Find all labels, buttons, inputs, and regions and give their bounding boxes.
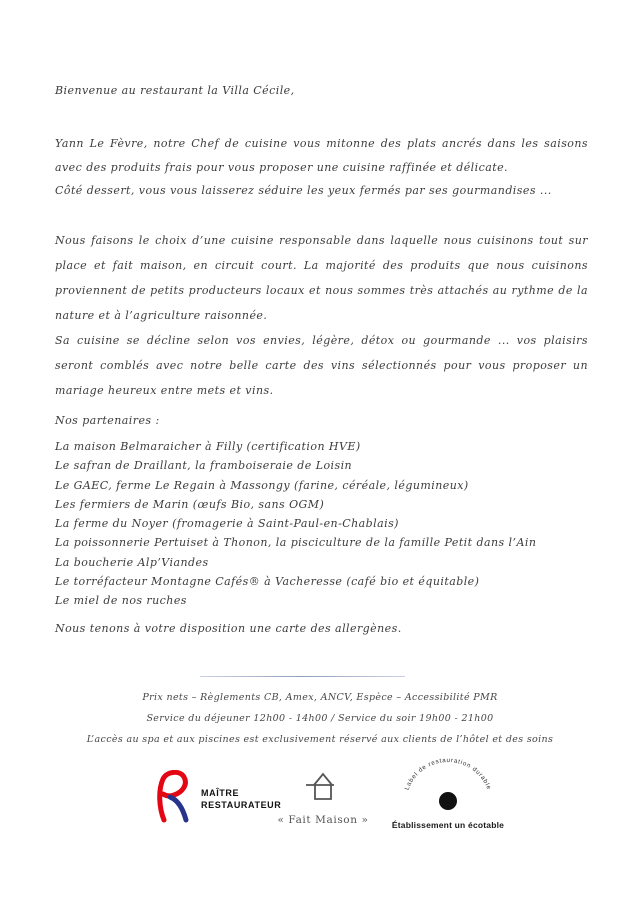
restaurateur-line: RESTAURATEUR	[201, 800, 282, 810]
partner-item: Le safran de Draillant, la framboiseraie de Loisin	[55, 459, 353, 473]
partner-item: Les fermiers de Marin (œufs Bio, sans OGM)	[55, 497, 325, 511]
partner-item: Le torréfacteur Montagne Cafés® à Vacheresse (café bio et équitable)	[55, 575, 480, 589]
greeting-text: Bienvenue au restaurant la Villa Cécile,	[55, 84, 295, 97]
footer-hours-line: Service du déjeuner 12h00 - 14h00 / Service du soir 19h00 - 21h00	[146, 713, 494, 724]
ecotable-wordmark: Établissement un écotable	[391, 820, 505, 830]
partner-item: Le GAEC, ferme Le Regain à Massongy (farine, céréale, légumineux)	[55, 478, 469, 492]
fait-maison-logo	[273, 770, 373, 826]
partner-item: La poissonnerie Pertuiset à Thonon, la pisciculture de la famille Petit dans l’Ain	[55, 536, 537, 550]
allergens-note: Nous tenons à votre disposition une carte des allergènes.	[55, 622, 402, 635]
footer-spa-line: L’accès au spa et aux piscines est exclusivement réservé aux clients de l’hôtel et des soins	[86, 734, 554, 745]
philosophy-paragraph	[55, 228, 588, 403]
footer-pricing-line: Prix nets – Règlements CB, Amex, ANCV, Espèce – Accessibilité PMR	[142, 692, 498, 703]
ecotable-logo	[386, 756, 510, 830]
philosophy-line: Nous faisons le choix d’une cuisine responsable dans laquelle nous cuisinons tout sur place et fait maison, en circuit court. La majorité des produits que nous cuisinons proviennent de petits producteurs locaux et nous sommes très attachés au rythme de la nature et à l’agriculture raisonnée.	[55, 234, 588, 322]
ecotable-arc-text: Label de restauration durable	[403, 756, 493, 792]
maitre-restaurateur-logo	[150, 770, 281, 828]
ecotable-dot	[439, 792, 457, 810]
partners-list	[55, 437, 588, 611]
footer-notes	[0, 687, 640, 750]
maitre-line: MAÎTRE	[201, 788, 240, 798]
intro-line: Yann Le Fèvre, notre Chef de cuisine vous mitonne des plats ancrés dans les saisons avec des produits frais pour vous proposer une cuisine raffinée et délicate.	[55, 137, 588, 174]
partner-item: La ferme du Noyer (fromagerie à Saint-Paul-en-Chablais)	[55, 517, 399, 531]
house-saucepan-icon	[302, 770, 344, 808]
intro-paragraph	[55, 132, 588, 203]
maitre-restaurateur-r-monogram-icon	[150, 770, 196, 828]
svg-text:Label de restauration durable	[404, 757, 493, 791]
fait-maison-wordmark: « Fait Maison »	[277, 814, 369, 826]
philosophy-line: Sa cuisine se décline selon vos envies, légère, détox ou gourmande ... vos plaisirs seront comblés avec notre belle carte des vins sélectionnés pour vous proposer un mariage heureux entre mets et vins.	[55, 334, 588, 397]
partner-item: Le miel de nos ruches	[55, 594, 187, 608]
footer-divider	[200, 676, 405, 677]
ecotable-seal-icon	[386, 756, 510, 818]
intro-line: Côté dessert, vous vous laisserez séduire les yeux fermés par ses gourmandises ...	[55, 184, 552, 197]
partner-item: La maison Belmaraicher à Filly (certification HVE)	[55, 440, 361, 453]
partners-title: Nos partenaires :	[55, 414, 160, 427]
partner-item: La boucherie Alp’Viandes	[55, 555, 209, 569]
maitre-restaurateur-wordmark	[201, 787, 281, 811]
